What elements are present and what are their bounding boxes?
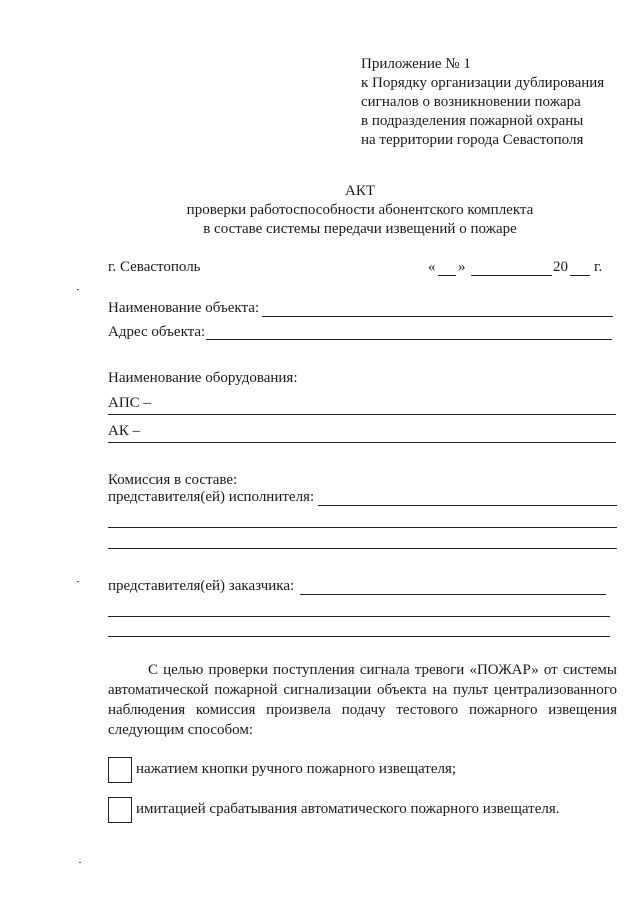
customer-label: представителя(ей) заказчика: — [108, 578, 295, 594]
city-label: г. Севастополь — [108, 259, 201, 275]
appendix-line: к Порядку организации дублирования — [361, 75, 605, 91]
scan-speck — [79, 862, 81, 863]
aps-label: АПС – — [108, 395, 151, 411]
scan-speck — [77, 289, 79, 290]
customer-field[interactable] — [300, 594, 606, 595]
act-subtitle-1: проверки работоспособности абонентского комплекта — [186, 202, 534, 218]
body-paragraph: С целью проверки поступления сигнала тревоги «ПОЖАР» от системы автоматической пожарной сигнализации объекта на пульт централизованного наблюдения комиссия произвела подачу тестового пожарного извещения следующим способом: — [108, 662, 617, 738]
date-close-quote: » — [458, 259, 466, 275]
option-label: нажатием кнопки ручного пожарного извещателя; — [136, 761, 457, 777]
appendix-line: Приложение № 1 — [361, 56, 471, 72]
option-label: имитацией срабатывания автоматического пожарного извещателя. — [136, 801, 560, 817]
appendix-line: в подразделения пожарной охраны — [361, 113, 584, 129]
scan-speck — [77, 581, 79, 582]
manual-call-point-checkbox[interactable] — [108, 757, 132, 783]
object-address-label: Адрес объекта: — [108, 324, 206, 340]
object-name-field[interactable] — [262, 316, 613, 317]
executor-field[interactable] — [318, 505, 617, 506]
ak-field[interactable] — [108, 442, 616, 443]
equipment-heading: Наименование оборудования: — [108, 370, 298, 386]
customer-field-line-2[interactable] — [108, 616, 610, 617]
commission-heading: Комиссия в составе: — [108, 472, 238, 488]
date-open-quote: « — [428, 259, 436, 275]
aps-field[interactable] — [108, 414, 616, 415]
month-field[interactable] — [471, 275, 552, 276]
object-name-label: Наименование объекта: — [108, 300, 260, 316]
ak-label: АК – — [108, 423, 141, 439]
appendix-line: на территории города Севастополя — [361, 132, 584, 148]
year-field[interactable] — [570, 275, 590, 276]
day-field[interactable] — [438, 275, 456, 276]
year-suffix: г. — [594, 259, 603, 275]
object-address-field[interactable] — [206, 339, 612, 340]
executor-field-line-2[interactable] — [108, 527, 617, 528]
act-title: АКТ — [345, 183, 375, 199]
automatic-detector-checkbox[interactable] — [108, 797, 132, 823]
appendix-block — [361, 55, 604, 150]
act-subtitle-2: в составе системы передачи извещений о пожаре — [203, 221, 517, 237]
executor-label: представителя(ей) исполнителя: — [108, 489, 315, 505]
appendix-line: сигналов о возникновении пожара — [361, 94, 581, 110]
year-prefix: 20 — [553, 259, 568, 275]
executor-field-line-3[interactable] — [108, 548, 617, 549]
customer-field-line-3[interactable] — [108, 636, 610, 637]
